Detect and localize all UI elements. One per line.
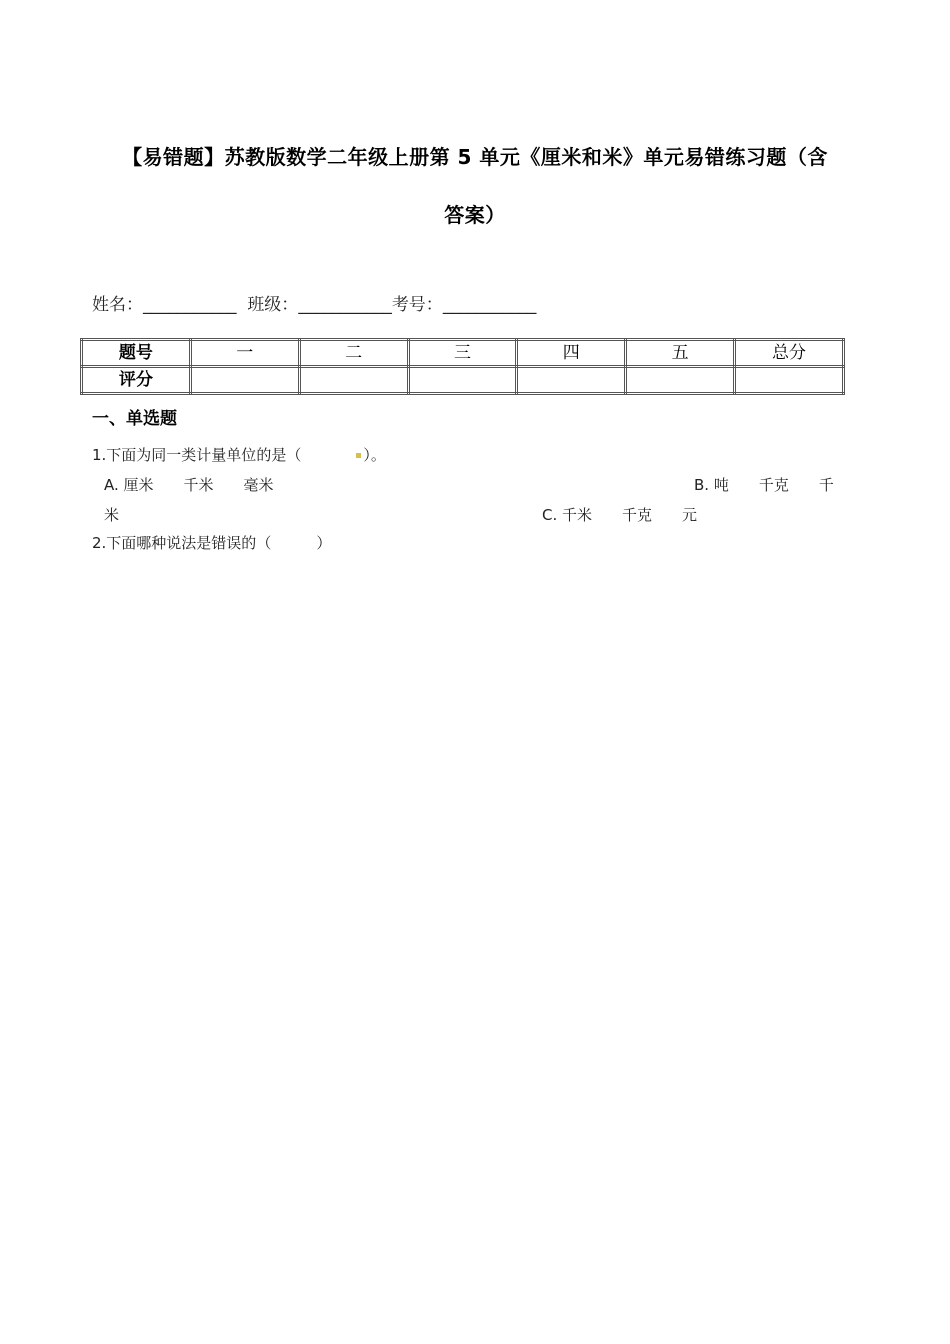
question-1-stem bbox=[92, 444, 386, 465]
score-table-score-row bbox=[82, 367, 844, 394]
header-cell-question-no: 题号 bbox=[82, 340, 191, 367]
question-1-stem-end: ）。 bbox=[363, 446, 386, 464]
exam-label: 考号： bbox=[391, 295, 443, 315]
class-label: 班级： bbox=[247, 295, 299, 315]
answer-blank[interactable] bbox=[301, 446, 363, 464]
score-cell-4[interactable] bbox=[517, 367, 626, 394]
question-1-stem-text: 1.下面为同一类计量单位的是（ bbox=[92, 446, 302, 464]
question-1-option-b[interactable]: B. 吨 千克 千 bbox=[694, 476, 834, 494]
header-cell-5: 五 bbox=[626, 340, 735, 367]
question-1-option-a[interactable]: A. 厘米 千米 毫米 bbox=[104, 476, 274, 494]
name-label: 姓名： bbox=[92, 295, 143, 315]
score-cell-label: 评分 bbox=[82, 367, 191, 394]
title-line-2: 答案） bbox=[444, 203, 506, 227]
header-cell-total: 总分 bbox=[735, 340, 844, 367]
spacer-1 bbox=[237, 295, 248, 315]
score-cell-3[interactable] bbox=[408, 367, 517, 394]
header-cell-2: 二 bbox=[299, 340, 408, 367]
score-cell-2[interactable] bbox=[299, 367, 408, 394]
section-title: 一、单选题 bbox=[92, 409, 177, 429]
class-blank[interactable]: ___________ bbox=[298, 295, 392, 315]
score-cell-5[interactable] bbox=[626, 367, 735, 394]
header-cell-4: 四 bbox=[517, 340, 626, 367]
score-table bbox=[80, 338, 845, 395]
student-info-line bbox=[92, 290, 536, 315]
header-cell-3: 三 bbox=[408, 340, 517, 367]
name-blank[interactable]: ___________ bbox=[143, 295, 237, 315]
score-cell-1[interactable] bbox=[190, 367, 299, 394]
marker-icon bbox=[356, 453, 361, 458]
question-1-option-b-wrap: 米 bbox=[104, 506, 120, 524]
score-table-header-row bbox=[82, 340, 844, 367]
exam-blank[interactable]: ___________ bbox=[442, 295, 537, 315]
score-cell-total[interactable] bbox=[735, 367, 844, 394]
header-cell-1: 一 bbox=[190, 340, 299, 367]
title-line-1: 【易错题】苏教版数学二年级上册第 5 单元《厘米和米》单元易错练习题（含 bbox=[122, 145, 828, 169]
document-title bbox=[80, 128, 870, 244]
question-2-stem: 2.下面哪种说法是错误的（ ） bbox=[92, 534, 332, 552]
question-1-option-c[interactable]: C. 千米 千克 元 bbox=[542, 506, 698, 524]
